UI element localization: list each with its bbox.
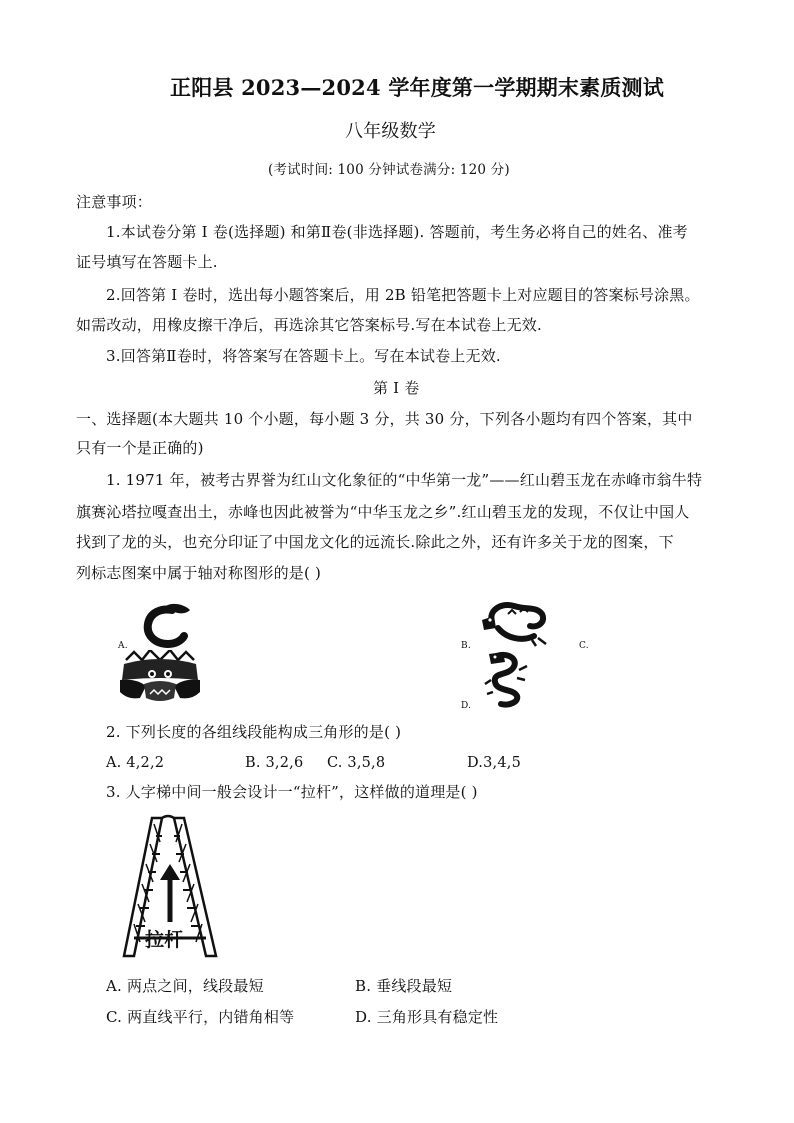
q2-stem: 2. 下列长度的各组线段能构成三角形的是( ) [106,723,402,741]
q2-option-c: C. 3,5,8 [327,755,386,771]
q3-option-a: A. 两点之间，线段最短 [106,977,264,995]
dragon-head-image [116,650,204,706]
note-3: 3.回答第Ⅱ卷时，将答案写在答题卡上。写在本试卷上无效. [106,347,501,365]
q3-option-d: D. 三角形具有稳定性 [355,1008,499,1026]
q1-option-c-label: C. [579,641,589,651]
q3-stem: 3. 人字梯中间一般会设计一“拉杆”，这样做的道理是( ) [106,783,478,801]
q1-stem-line-4: 列标志图案中属于轴对称图形的是( ) [76,564,322,582]
q1-stem-line-3: 找到了龙的头，也充分印证了中国龙文化的远流长.除此之外，还有许多关于龙的图案，下 [76,533,674,551]
exam-info: (考试时间: 100 分钟试卷满分: 120 分) [268,162,510,178]
q3-option-c: C. 两直线平行，内错角相等 [106,1008,295,1026]
page-subtitle: 八年级数学 [345,121,436,142]
jade-dragon-image [132,600,202,650]
note-2-line-2: 如需改动，用橡皮擦干净后，再选涂其它答案标号.写在本试卷上无效. [76,316,542,334]
q1-option-d-label: D. [461,701,472,711]
section-heading-line-2: 只有一个是正确的) [76,439,204,457]
q2-option-d: D.3,4,5 [467,755,522,771]
volume-heading: 第 I 卷 [373,379,420,397]
note-1-line-1: 1.本试卷分第 I 卷(选择题) 和第Ⅱ卷(非选择题). 答题前，考生务必将自己的姓名、准考 [106,223,688,241]
q3-option-b: B. 垂线段最短 [355,977,453,995]
q2-option-b: B. 3,2,6 [245,755,304,771]
q1-stem-line-2: 旗赛沁塔拉嘎查出土，赤峰也因此被誉为“中华玉龙之乡”.红山碧玉龙的发现，不仅让中国人 [76,503,690,521]
ladder-rod-label: 拉杆 [145,929,184,951]
coiled-dragon-image [478,598,550,648]
q1-option-b-label: B. [461,641,471,651]
note-2-line-1: 2.回答第 I 卷时，选出每小题答案后，用 2B 铅笔把答题卡上对应题目的答案标号涂黑。 [106,286,700,304]
vertical-dragon-image [479,650,531,708]
notes-heading: 注意事项： [76,193,153,211]
page-title: 正阳县 2023—2024 学年度第一学期期末素质测试 [170,75,664,100]
q1-option-a-label: A. [118,641,128,651]
section-heading-line-1: 一、选择题(本大题共 10 个小题，每小题 3 分，共 30 分，下列各小题均有四个答案，其中 [76,410,693,428]
q1-stem-line-1: 1. 1971 年，被考古界誉为红山文化象征的“中华第一龙”——红山碧玉龙在赤峰市翁牛特 [106,471,703,489]
q2-option-a: A. 4,2,2 [106,755,165,771]
note-1-line-2: 证号填写在答题卡上. [76,253,218,271]
